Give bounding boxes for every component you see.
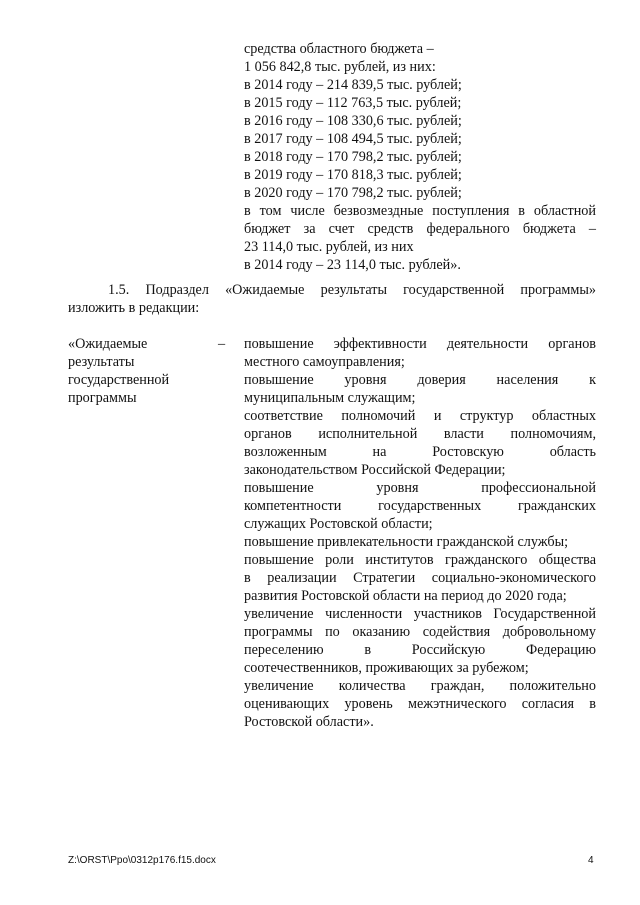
result-line: повышение роли институтов гражданского общества (244, 552, 596, 568)
budget-line: в 2020 году – 170 798,2 тыс. рублей; (244, 185, 462, 201)
result-line: переселению в Российскую Федерацию (244, 642, 596, 658)
budget-funding-block (244, 40, 596, 274)
result-line: компетентности государственных гражданских (244, 498, 596, 514)
label-dash: – (218, 336, 226, 352)
budget-line: в том числе безвозмездные поступления в областной (244, 203, 596, 219)
result-line: повышение привлекательности гражданской службы; (244, 534, 569, 550)
result-line: Ростовской области». (244, 714, 374, 730)
result-line: развития Ростовской области на период до 2020 года; (244, 588, 567, 604)
budget-line: в 2019 году – 170 818,3 тыс. рублей; (244, 167, 462, 183)
budget-line: 23 114,0 тыс. рублей, из них (244, 239, 414, 255)
result-line: органов исполнительной власти полномочиям, (244, 426, 596, 442)
result-line: повышение эффективности деятельности органов (244, 336, 596, 352)
result-line: повышение уровня доверия населения к (244, 372, 596, 388)
label-line: «Ожидаемые (68, 336, 148, 352)
result-line: служащих Ростовской области; (244, 516, 433, 532)
result-line: местного самоуправления; (244, 354, 405, 370)
paragraph-line-1: 1.5. Подраздел «Ожидаемые результаты государственной программы» (108, 282, 596, 298)
result-line: возложенным на Ростовскую область (244, 444, 596, 460)
footer-file-path: Z:\ORST\Ppo\0312p176.f15.docx (68, 855, 216, 866)
footer-page-number: 4 (588, 855, 594, 866)
label-line: государственной (68, 372, 170, 388)
result-line: законодательством Российской Федерации; (244, 462, 506, 478)
result-line: увеличение численности участников Государственной (244, 606, 596, 622)
label-line: результаты (68, 354, 135, 370)
budget-line: бюджет за счет средств федерального бюджета – (244, 221, 596, 237)
result-line: программы по оказанию содействия добровольному (244, 624, 596, 640)
result-line: соответствие полномочий и структур областных (244, 408, 596, 424)
budget-line: в 2014 году – 23 114,0 тыс. рублей». (244, 257, 461, 273)
result-line: увеличение количества граждан, положительно (244, 678, 596, 694)
result-line: в реализации Стратегии социально-экономического (244, 570, 596, 586)
paragraph-line-2: изложить в редакции: (68, 300, 200, 316)
budget-line: средства областного бюджета – (244, 41, 434, 57)
expected-results-label (68, 335, 208, 407)
result-line: повышение уровня профессиональной (244, 480, 596, 496)
budget-line: в 2016 году – 108 330,6 тыс. рублей; (244, 113, 462, 129)
expected-results-list (244, 335, 596, 731)
budget-line: 1 056 842,8 тыс. рублей, из них: (244, 59, 436, 75)
result-line: соотечественников, проживающих за рубежом; (244, 660, 529, 676)
budget-line: в 2017 году – 108 494,5 тыс. рублей; (244, 131, 462, 147)
budget-line: в 2015 году – 112 763,5 тыс. рублей; (244, 95, 462, 111)
result-line: оценивающих уровень межэтнического согласия в (244, 696, 596, 712)
label-line: программы (68, 390, 137, 406)
budget-line: в 2018 году – 170 798,2 тыс. рублей; (244, 149, 462, 165)
section-paragraph (68, 281, 596, 317)
budget-line: в 2014 году – 214 839,5 тыс. рублей; (244, 77, 462, 93)
result-line: муниципальным служащим; (244, 390, 416, 406)
